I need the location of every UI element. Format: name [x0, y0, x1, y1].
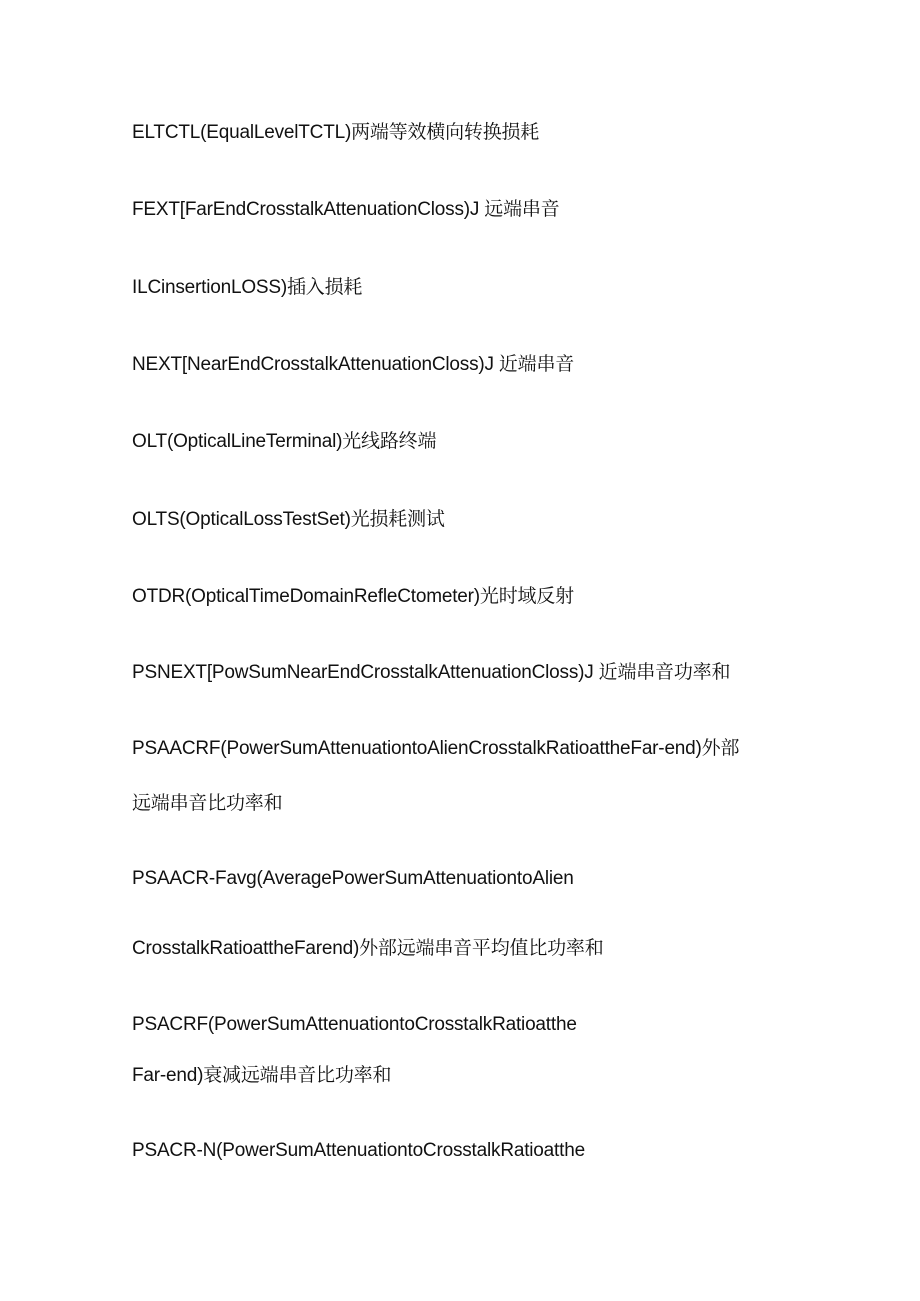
entry-olts: OLTS(OpticalLossTestSet)光损耗测试 — [132, 509, 445, 530]
entry-next: NEXT[NearEndCrosstalkAttenuationCloss)J 近端串音 — [132, 354, 575, 375]
entry-psaacrf: PSAACRF(PowerSumAttenuationtoAlienCrosstalkRatioattheFar-end)外部 — [132, 738, 740, 759]
entry-psnext: PSNEXT[PowSumNearEndCrosstalkAttenuationCloss)J 近端串音功率和 — [132, 662, 731, 683]
entry-psacrf-continued: Far-end)衰减远端串音比功率和 — [132, 1065, 392, 1086]
entry-fext: FEXT[FarEndCrosstalkAttenuationCloss)J 远端串音 — [132, 199, 560, 220]
entry-olt: OLT(OpticalLineTerminal)光线路终端 — [132, 431, 437, 452]
entry-psaacr-favg-continued: CrosstalkRatioattheFarend)外部远端串音平均值比功率和 — [132, 938, 604, 959]
entry-psacr-n: PSACR-N(PowerSumAttenuationtoCrosstalkRatioatthe — [132, 1140, 585, 1161]
entry-psaacrf-continued: 远端串音比功率和 — [132, 793, 283, 814]
entry-otdr: OTDR(OpticalTimeDomainRefleCtometer)光时域反射 — [132, 586, 574, 607]
entry-psacrf: PSACRF(PowerSumAttenuationtoCrosstalkRatioatthe — [132, 1014, 577, 1035]
entry-psaacr-favg: PSAACR-Favg(AveragePowerSumAttenuationtoAlien — [132, 868, 574, 889]
entry-eltctl: ELTCTL(EqualLevelTCTL)两端等效横向转换损耗 — [132, 122, 540, 143]
entry-il: ILCinsertionLOSS)插入损耗 — [132, 277, 363, 298]
